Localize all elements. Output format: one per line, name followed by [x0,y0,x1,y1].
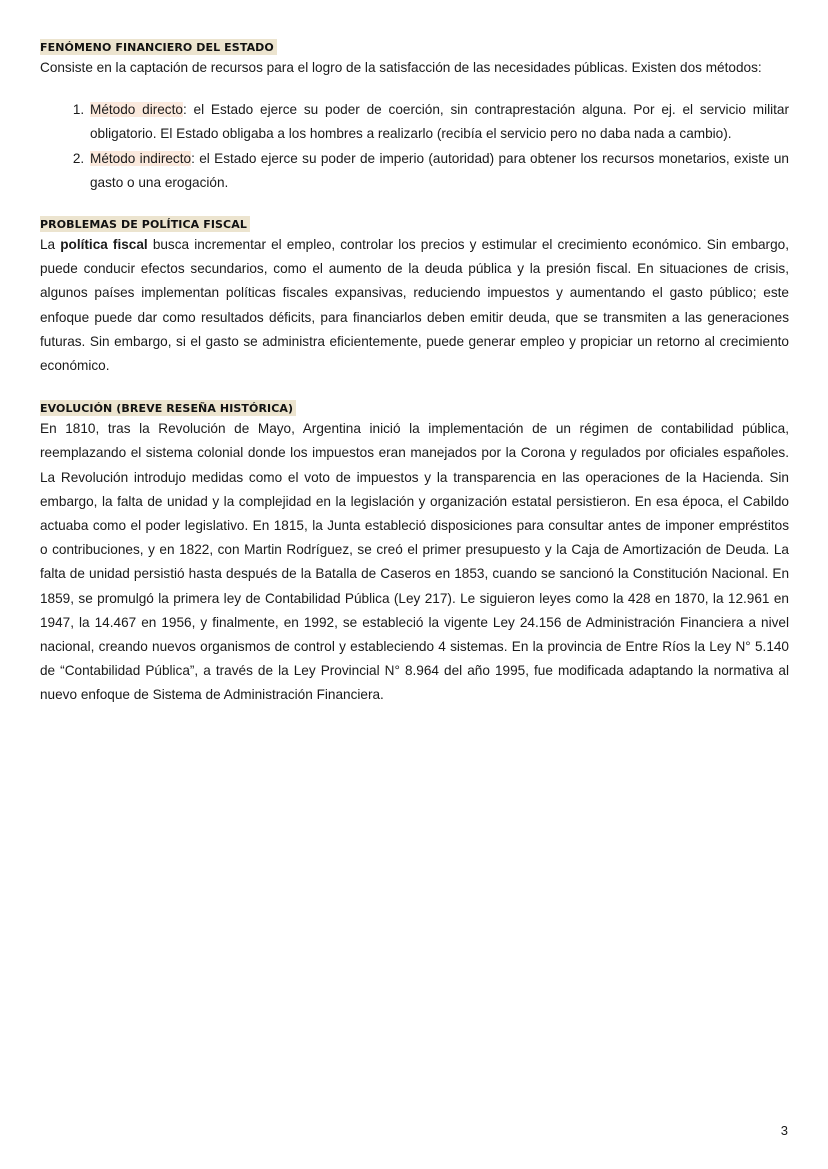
list-item-metodo-directo [88,98,789,146]
methods-list [40,98,789,195]
page-number: 3 [780,1123,788,1138]
section-heading-politica-fiscal: PROBLEMAS DE POLÍTICA FISCAL [40,216,250,232]
politica-fiscal-rest: busca incrementar el empleo, controlar los precios y estimular el crecimiento económico. Sin embargo, puede conducir efectos secundarios, como el aumento de la deuda pública y la presión fiscal. En situaciones de crisis, algunos países implementan políticas fiscales expansivas, reduciendo impuestos y aumentando el gasto público; este enfoque puede dar como resultados déficits, para financiarlos deben emitir deuda, que se transmiten a las generaciones futuras. Sin embargo, si el gasto se administra eficientemente, puede generar empleo y propiciar un retorno al crecimiento económico. [40,237,789,374]
section-heading-fenomeno-financiero: FENÓMENO FINANCIERO DEL ESTADO [40,39,277,55]
text-metodo-indirecto: : el Estado ejerce su poder de imperio (autoridad) para obtener los recursos monetarios, existe un gasto o una erogación. [90,150,789,190]
term-metodo-indirecto: Método indirecto [90,150,192,166]
politica-fiscal-bold-term: política fiscal [60,237,148,253]
section-intro-fenomeno-financiero: Consiste en la captación de recursos para el logro de la satisfacción de las necesidades públicas. Existen dos métodos: [40,60,762,75]
politica-fiscal-lead: La [40,237,61,253]
term-metodo-directo: Método directo [90,102,183,118]
list-item-metodo-indirecto [88,147,789,195]
section-body-evolucion: En 1810, tras la Revolución de Mayo, Argentina inició la implementación de un régimen de contabilidad pública, reemplazando el sistema colonial donde los impuestos eran manejados por la Corona y regulados por oficiales españoles. La Revolución introdujo medidas como el voto de impuestos y la transparencia en las operaciones de la Hacienda. Sin embargo, la falta de unidad y la complejidad en la legislación y organización estatal persistieron. En esa época, el Cabildo actuaba como el poder legislativo. En 1815, la Junta estableció disposiciones para consultar antes de imponer empréstitos o contribuciones, y en 1822, con Martin Rodríguez, se creó el primer presupuesto y la Caja de Amortización de Deuda. La falta de unidad persistió hasta después de la Batalla de Caseros en 1853, cuando se sancionó la Constitución Nacional. En 1859, se promulgó la primera ley de Contabilidad Pública (Ley 217). Le siguieron leyes como la 428 en 1870, la 12.961 en 1947, la 14.467 en 1956, y finalmente, en 1992, se estableció la vigente Ley 24.156 de Administración Financiera a nivel nacional, creando nuevos organismos de control y estableciendo 4 sistemas. En la provincia de Entre Ríos la Ley N° 5.140 de “Contabilidad Pública”, a través de la Ley Provincial N° 8.964 del año 1995, fue modificada adaptando la normativa al nuevo enfoque de Sistema de Administración Financiera. [40,421,789,703]
section-body-politica-fiscal [40,233,789,378]
section-heading-evolucion: EVOLUCIÓN (BREVE RESEÑA HISTÓRICA) [40,400,296,416]
text-metodo-directo: : el Estado ejerce su poder de coerción, sin contraprestación alguna. Por ej. el servicio militar obligatorio. El Estado obligaba a los hombres a realizarlo (recibía el servicio pero no daba nada a cambio). [90,102,789,142]
document-page [40,38,789,708]
